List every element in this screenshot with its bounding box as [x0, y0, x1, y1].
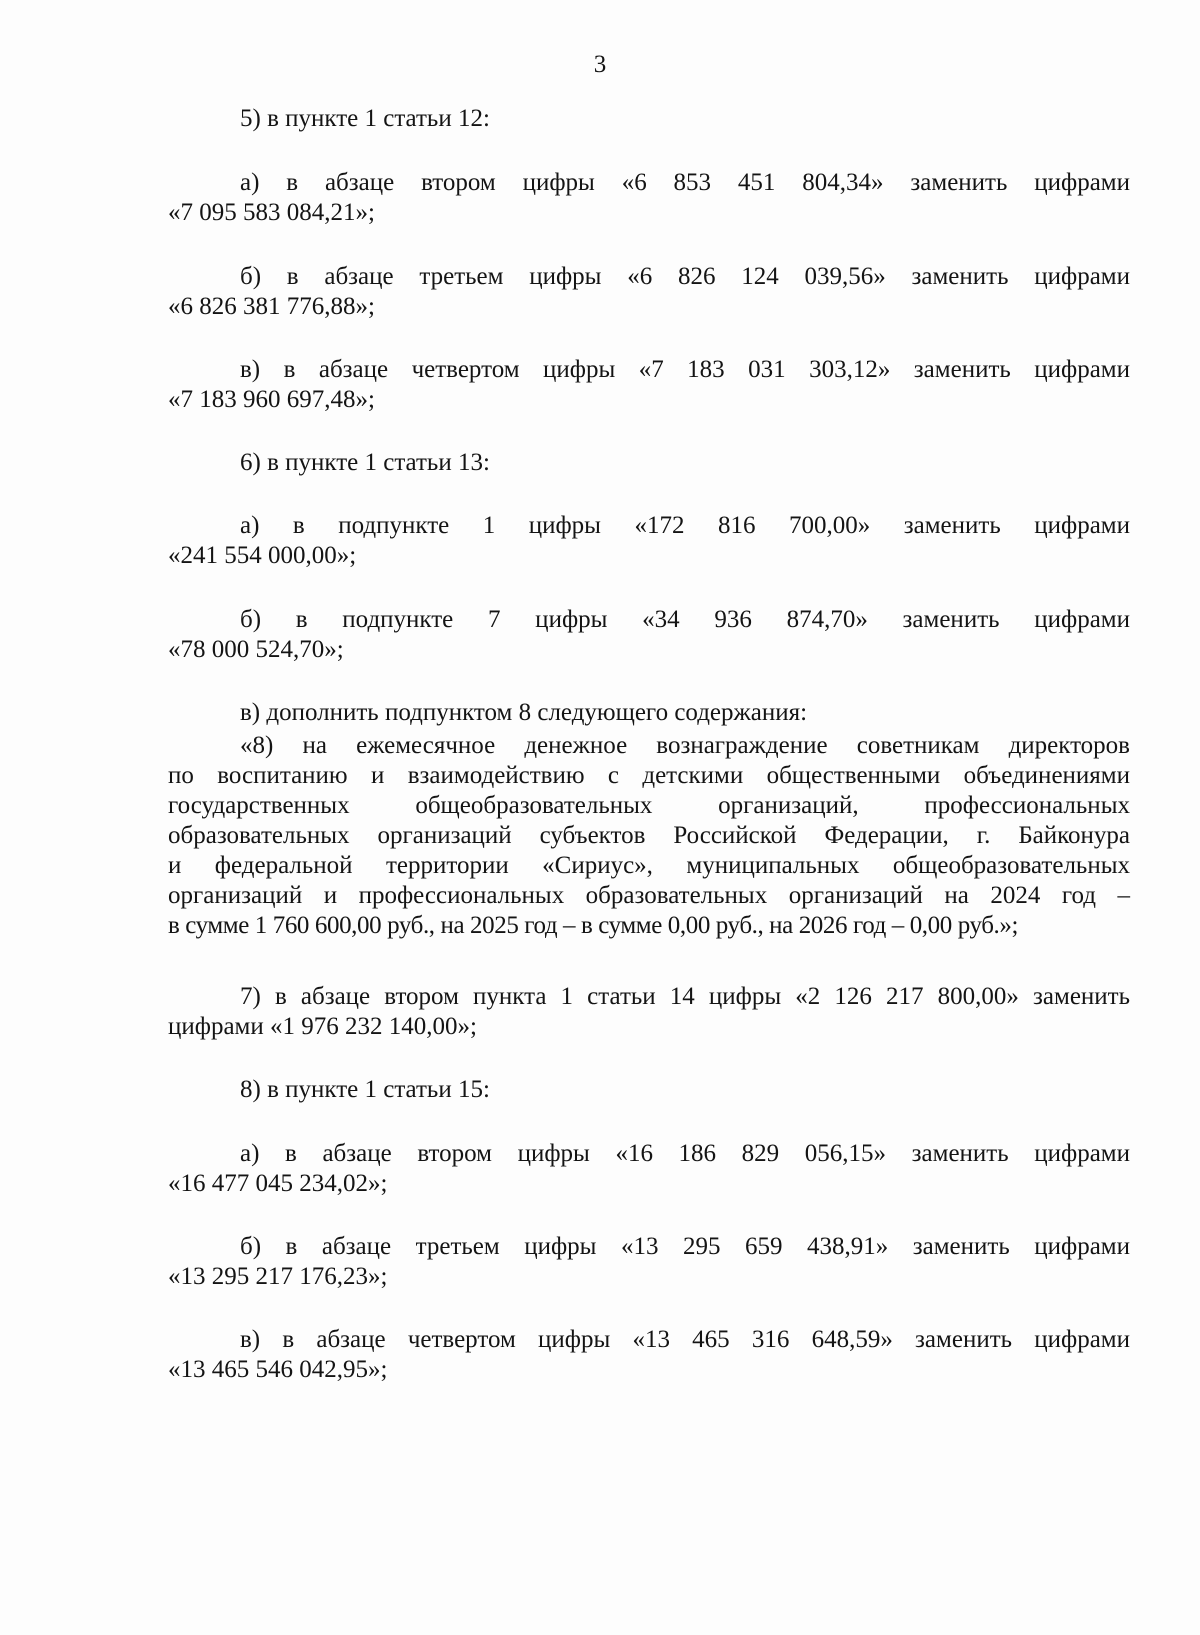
text-line: в) дополнить подпунктом 8 следующего содержания: — [240, 699, 808, 726]
paragraph-5b — [168, 262, 1130, 322]
paragraph-8a — [168, 1139, 1130, 1199]
text-line: по воспитанию и взаимодействию с детскими общественными объединениями — [168, 762, 1130, 789]
text-line: образовательных организаций субъектов Российской Федерации, г. Байконура — [168, 822, 1130, 849]
text-line: 8) в пункте 1 статьи 15: — [240, 1076, 490, 1103]
paragraph-6c-content — [168, 731, 1130, 941]
text-line: в) в абзаце четвертом цифры «7 183 031 303,12» заменить цифрами — [240, 356, 1130, 383]
text-line: в сумме 1 760 600,00 руб., на 2025 год – в сумме 0,00 руб., на 2026 год – 0,00 руб.»; — [168, 912, 1019, 939]
paragraph-5 — [168, 104, 1130, 134]
text-line: «7 183 960 697,48»; — [168, 386, 375, 413]
text-line: государственных общеобразовательных организаций, профессиональных — [168, 792, 1130, 819]
text-line: «7 095 583 084,21»; — [168, 199, 375, 226]
text-line: «8) на ежемесячное денежное вознаграждение советникам директоров — [240, 732, 1130, 759]
paragraph-6c — [168, 698, 1130, 728]
text-line: в) в абзаце четвертом цифры «13 465 316 648,59» заменить цифрами — [240, 1326, 1130, 1353]
paragraph-5c — [168, 355, 1130, 415]
text-line: и федеральной территории «Сириус», муниципальных общеобразовательных — [168, 852, 1130, 879]
text-line: организаций и профессиональных образовательных организаций на 2024 год – — [168, 882, 1130, 909]
paragraph-8b — [168, 1232, 1130, 1292]
text-line: б) в абзаце третьем цифры «13 295 659 438,91» заменить цифрами — [240, 1233, 1130, 1260]
paragraph-6b — [168, 605, 1130, 665]
text-line: «6 826 381 776,88»; — [168, 293, 375, 320]
paragraph-6a — [168, 511, 1130, 571]
text-line: а) в подпункте 1 цифры «172 816 700,00» заменить цифрами — [240, 512, 1130, 539]
paragraph-5a — [168, 168, 1130, 228]
text-line: «16 477 045 234,02»; — [168, 1170, 388, 1197]
text-line: «78 000 524,70»; — [168, 636, 344, 663]
text-line: 7) в абзаце втором пункта 1 статьи 14 цифры «2 126 217 800,00» заменить — [240, 983, 1130, 1010]
text-line: а) в абзаце втором цифры «16 186 829 056,15» заменить цифрами — [240, 1140, 1130, 1167]
page-number: 3 — [593, 51, 607, 78]
text-line: «241 554 000,00»; — [168, 542, 357, 569]
text-line: а) в абзаце втором цифры «6 853 451 804,34» заменить цифрами — [240, 169, 1130, 196]
paragraph-8 — [168, 1075, 1130, 1105]
text-line: 6) в пункте 1 статьи 13: — [240, 449, 490, 476]
text-line: б) в подпункте 7 цифры «34 936 874,70» заменить цифрами — [240, 606, 1130, 633]
paragraph-7 — [168, 982, 1130, 1042]
text-line: б) в абзаце третьем цифры «6 826 124 039,56» заменить цифрами — [240, 263, 1130, 290]
text-line: «13 465 546 042,95»; — [168, 1356, 388, 1383]
paragraph-6 — [168, 448, 1130, 478]
paragraph-8c — [168, 1325, 1130, 1385]
text-line: 5) в пункте 1 статьи 12: — [240, 105, 490, 132]
text-line: цифрами «1 976 232 140,00»; — [168, 1013, 477, 1040]
text-line: «13 295 217 176,23»; — [168, 1263, 388, 1290]
